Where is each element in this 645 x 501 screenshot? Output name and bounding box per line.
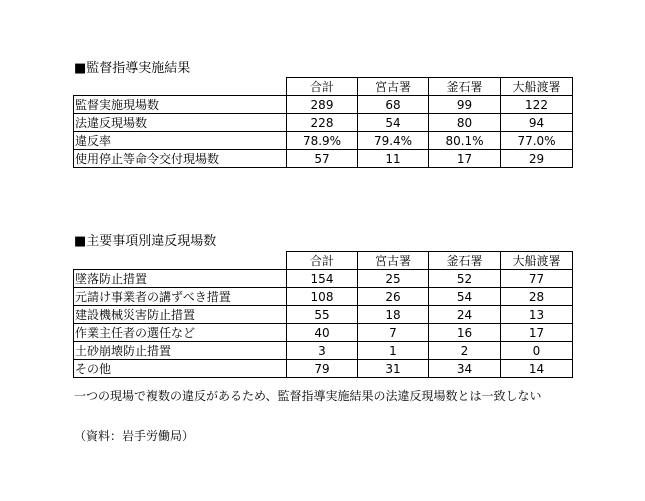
cell: 26 [358,288,429,306]
cell: 94 [501,114,573,132]
header-blank-cell [74,252,287,270]
source-note: （資料：岩手労働局） [74,429,195,443]
violations-by-item-table [73,251,573,378]
table-row [74,150,573,168]
cell: 77 [501,270,573,288]
table-row [74,96,573,114]
table-row [74,288,573,306]
header-kamaishi: 釜石署 [429,78,501,96]
header-kamaishi: 釜石署 [429,252,501,270]
header-total: 合計 [287,78,358,96]
row-label: 違反率 [74,132,287,150]
header-ofunato: 大船渡署 [501,78,573,96]
cell: 68 [358,96,429,114]
cell: 11 [358,150,429,168]
cell: 108 [287,288,358,306]
table2-title: ■主要事項別違反現場数 [74,234,217,249]
cell: 77.0% [501,132,573,150]
row-label: 法違反現場数 [74,114,287,132]
cell: 34 [429,360,501,378]
table1-title: ■監督指導実施結果 [74,61,191,76]
cell: 79 [287,360,358,378]
cell: 1 [358,342,429,360]
cell: 17 [429,150,501,168]
table-header-row [74,252,573,270]
cell: 78.9% [287,132,358,150]
cell: 55 [287,306,358,324]
table-row [74,342,573,360]
cell: 52 [429,270,501,288]
cell: 122 [501,96,573,114]
row-label: 使用停止等命令交付現場数 [74,150,287,168]
cell: 29 [501,150,573,168]
inspection-results-table [73,77,573,168]
cell: 289 [287,96,358,114]
row-label: 土砂崩壊防止措置 [74,342,287,360]
cell: 54 [358,114,429,132]
footnote: 一つの現場で複数の違反があるため、監督指導実施結果の法違反現場数とは一致しない [74,389,542,403]
table-row [74,360,573,378]
table-row [74,306,573,324]
row-label: 元請け事業者の講ずべき措置 [74,288,287,306]
cell: 16 [429,324,501,342]
cell: 7 [358,324,429,342]
row-label: 作業主任者の選任など [74,324,287,342]
row-label: 墜落防止措置 [74,270,287,288]
cell: 54 [429,288,501,306]
cell: 24 [429,306,501,324]
table-row [74,114,573,132]
cell: 13 [501,306,573,324]
header-blank-cell [74,78,287,96]
cell: 25 [358,270,429,288]
row-label: その他 [74,360,287,378]
cell: 79.4% [358,132,429,150]
cell: 154 [287,270,358,288]
header-miyako: 宮古署 [358,252,429,270]
table-row [74,270,573,288]
row-label: 監督実施現場数 [74,96,287,114]
cell: 28 [501,288,573,306]
cell: 99 [429,96,501,114]
header-ofunato: 大船渡署 [501,252,573,270]
header-miyako: 宮古署 [358,78,429,96]
cell: 3 [287,342,358,360]
cell: 228 [287,114,358,132]
cell: 40 [287,324,358,342]
cell: 2 [429,342,501,360]
cell: 17 [501,324,573,342]
header-total: 合計 [287,252,358,270]
table-row [74,132,573,150]
cell: 14 [501,360,573,378]
cell: 57 [287,150,358,168]
table-header-row [74,78,573,96]
cell: 80.1% [429,132,501,150]
row-label: 建設機械災害防止措置 [74,306,287,324]
cell: 18 [358,306,429,324]
table-row [74,324,573,342]
cell: 31 [358,360,429,378]
cell: 80 [429,114,501,132]
cell: 0 [501,342,573,360]
